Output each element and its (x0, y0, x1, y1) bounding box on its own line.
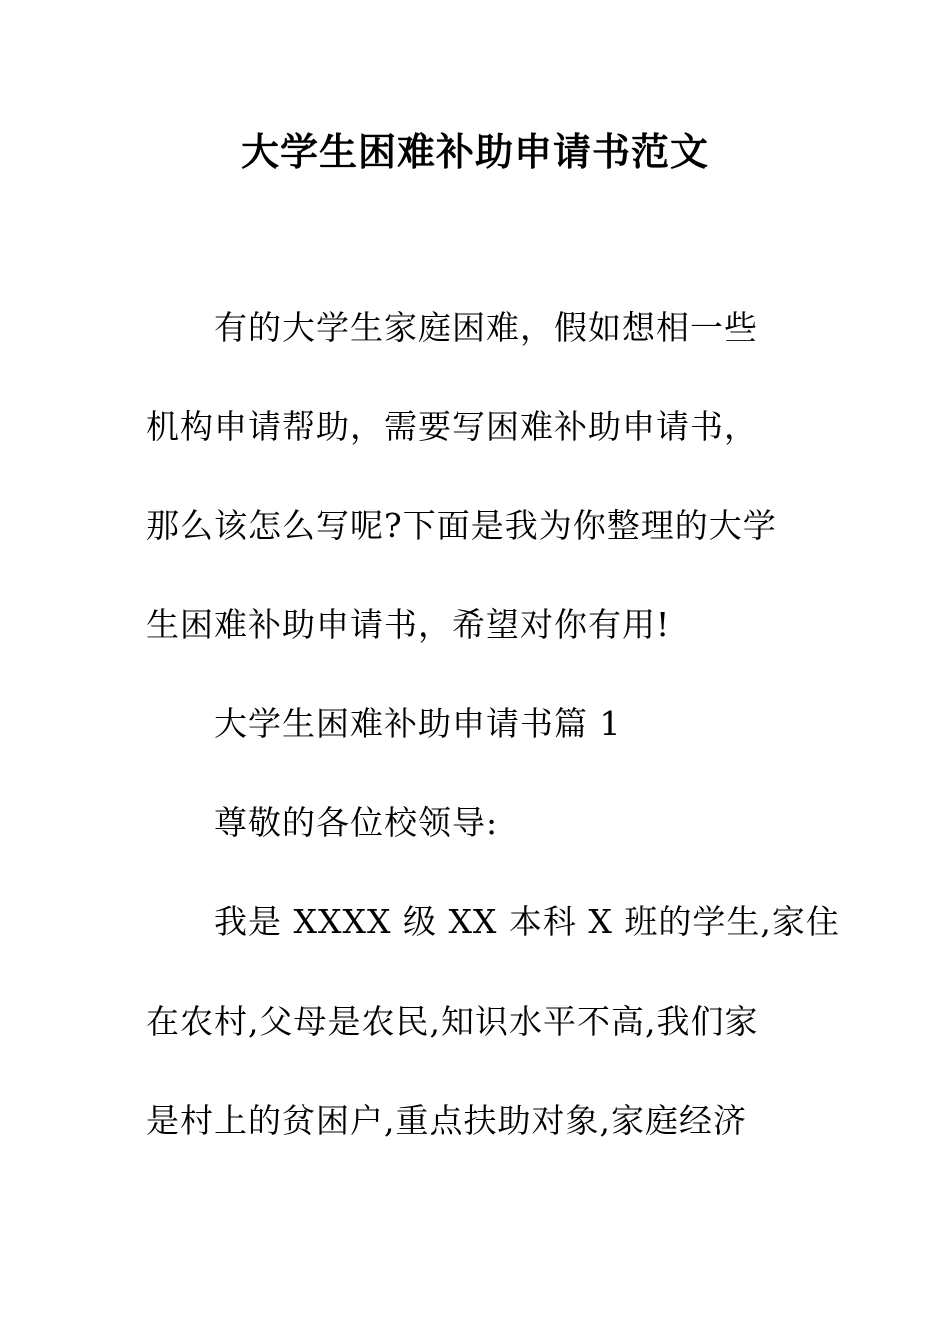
salutation: 尊敬的各位校领导: (214, 803, 499, 842)
paragraph-line-3: 那么该怎么写呢?下面是我为你整理的大学 (146, 506, 777, 545)
paragraph-line-1: 有的大学生家庭困难，假如想相一些 (214, 308, 758, 347)
body-line-3: 是村上的贫困户,重点扶助对象,家庭经济 (146, 1101, 747, 1140)
body-line-2: 在农村,父母是农民,知识水平不高,我们家 (146, 1002, 759, 1041)
paragraph-line-2: 机构申请帮助，需要写困难补助申请书， (146, 407, 758, 446)
paragraph-line-4: 生困难补助申请书，希望对你有用! (146, 605, 671, 644)
body-line-1: 我是 XXXX 级 XX 本科 X 班的学生,家住 (214, 902, 840, 941)
section-heading: 大学生困难补助申请书篇 1 (214, 704, 622, 743)
document-title: 大学生困难补助申请书范文 (240, 130, 709, 174)
